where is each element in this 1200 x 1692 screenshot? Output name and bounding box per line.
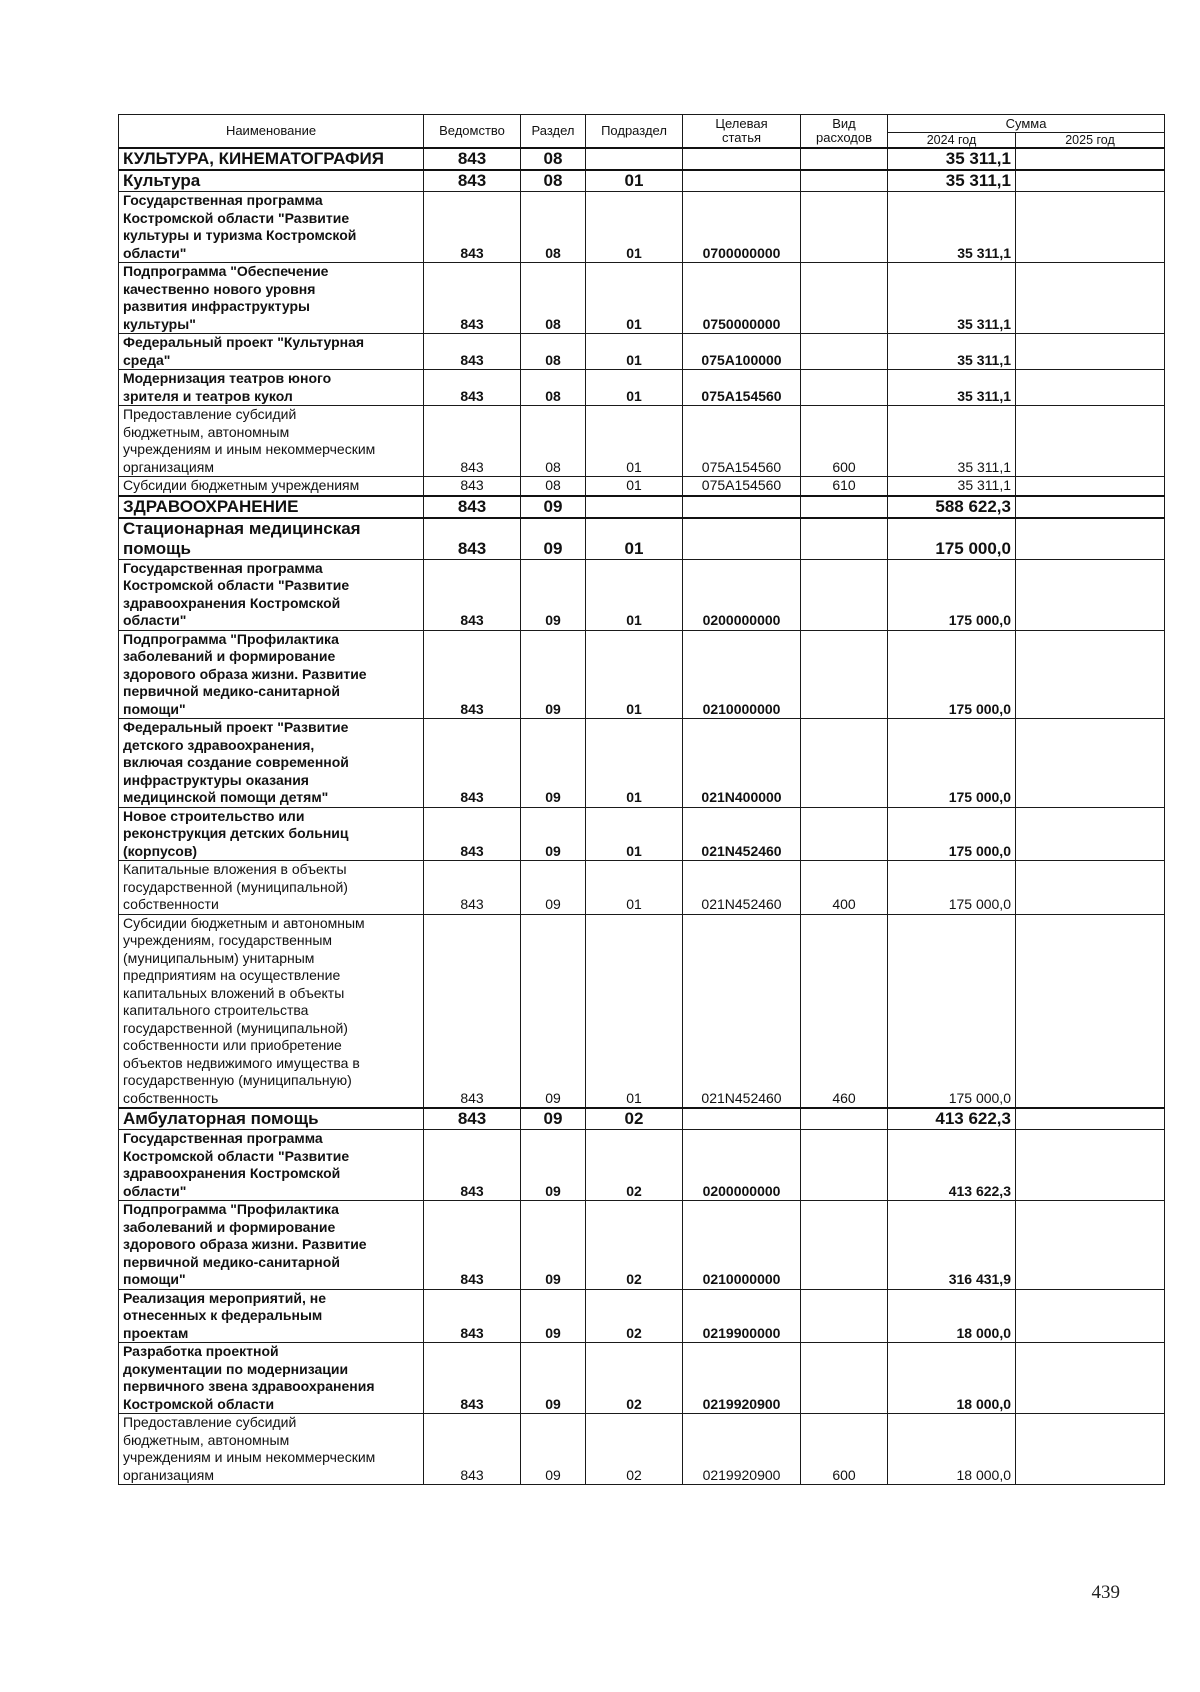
row-amount-2025 (1016, 807, 1165, 861)
row-target-item: 0219900000 (683, 1289, 801, 1343)
row-subsection: 01 (586, 807, 683, 861)
row-subsection: 01 (586, 192, 683, 263)
row-agency: 843 (424, 861, 521, 915)
row-amount-2024: 35 311,1 (888, 148, 1016, 170)
row-subsection: 02 (586, 1343, 683, 1414)
row-subsection: 01 (586, 477, 683, 496)
table-row (119, 861, 1165, 915)
header-target-item: Целевая статья (683, 115, 801, 149)
row-name: ЗДРАВООХРАНЕНИЕ (119, 496, 424, 518)
table-body (119, 148, 1165, 1485)
row-section: 08 (521, 263, 586, 334)
row-target-item: 0210000000 (683, 1201, 801, 1290)
table-row (119, 477, 1165, 496)
table-row (119, 406, 1165, 477)
row-amount-2025 (1016, 559, 1165, 630)
row-amount-2024: 175 000,0 (888, 518, 1016, 560)
row-target-item (683, 148, 801, 170)
row-target-item (683, 518, 801, 560)
row-amount-2024: 35 311,1 (888, 192, 1016, 263)
row-amount-2025 (1016, 719, 1165, 808)
row-agency: 843 (424, 192, 521, 263)
table-row (119, 559, 1165, 630)
row-amount-2025 (1016, 1289, 1165, 1343)
row-amount-2024: 175 000,0 (888, 630, 1016, 719)
row-expense-type (801, 192, 888, 263)
row-subsection: 01 (586, 719, 683, 808)
row-amount-2025 (1016, 263, 1165, 334)
table-row (119, 496, 1165, 518)
row-name: Субсидии бюджетным и автономным учреждениям, государственным (муниципальным) унитарным предприятиям на осуществление капитальных вложений в объекты капитального строительства государственной (муниципальной) собственности или приобретение объектов недвижимого имущества в государственную (муниципальную) собственность (119, 914, 424, 1108)
row-expense-type: 600 (801, 1414, 888, 1485)
row-expense-type (801, 807, 888, 861)
row-target-item: 075A154560 (683, 477, 801, 496)
row-expense-type: 600 (801, 406, 888, 477)
row-expense-type (801, 1130, 888, 1201)
row-name: Капитальные вложения в объекты государственной (муниципальной) собственности (119, 861, 424, 915)
row-agency: 843 (424, 1289, 521, 1343)
row-target-item: 0700000000 (683, 192, 801, 263)
table-row (119, 914, 1165, 1108)
table-row (119, 719, 1165, 808)
row-target-item: 075A154560 (683, 370, 801, 406)
table-row (119, 334, 1165, 370)
row-target-item: 0210000000 (683, 630, 801, 719)
row-expense-type (801, 1289, 888, 1343)
row-section: 09 (521, 1108, 586, 1130)
row-target-item (683, 496, 801, 518)
row-amount-2024: 175 000,0 (888, 914, 1016, 1108)
row-section: 09 (521, 1289, 586, 1343)
table-row (119, 1130, 1165, 1201)
row-agency: 843 (424, 1108, 521, 1130)
row-agency: 843 (424, 370, 521, 406)
row-section: 08 (521, 334, 586, 370)
row-amount-2025 (1016, 496, 1165, 518)
row-name: Федеральный проект "Развитие детского здравоохранения, включая создание современной инфраструктуры оказания медицинской помощи детям" (119, 719, 424, 808)
row-section: 08 (521, 170, 586, 192)
row-expense-type: 460 (801, 914, 888, 1108)
row-agency: 843 (424, 630, 521, 719)
row-amount-2025 (1016, 1201, 1165, 1290)
table-row (119, 1343, 1165, 1414)
row-target-item: 021N452460 (683, 861, 801, 915)
row-agency: 843 (424, 334, 521, 370)
row-amount-2024: 175 000,0 (888, 861, 1016, 915)
table-row (119, 1414, 1165, 1485)
row-amount-2025 (1016, 406, 1165, 477)
row-subsection: 01 (586, 263, 683, 334)
row-agency: 843 (424, 807, 521, 861)
row-section: 08 (521, 370, 586, 406)
row-expense-type: 610 (801, 477, 888, 496)
row-expense-type (801, 719, 888, 808)
table-row (119, 370, 1165, 406)
row-expense-type (801, 370, 888, 406)
row-name: Предоставление субсидий бюджетным, автономным учреждениям и иным некоммерческим организациям (119, 406, 424, 477)
row-name: КУЛЬТУРА, КИНЕМАТОГРАФИЯ (119, 148, 424, 170)
table-row (119, 1201, 1165, 1290)
row-subsection: 01 (586, 559, 683, 630)
row-name: Новое строительство или реконструкция детских больниц (корпусов) (119, 807, 424, 861)
row-amount-2025 (1016, 477, 1165, 496)
row-expense-type (801, 263, 888, 334)
row-amount-2025 (1016, 1414, 1165, 1485)
table-row (119, 263, 1165, 334)
header-sum: Сумма (888, 115, 1165, 133)
row-amount-2025 (1016, 861, 1165, 915)
row-target-item (683, 1108, 801, 1130)
row-subsection: 01 (586, 170, 683, 192)
row-amount-2025 (1016, 192, 1165, 263)
row-agency: 843 (424, 1414, 521, 1485)
row-expense-type (801, 148, 888, 170)
row-name: Стационарная медицинская помощь (119, 518, 424, 560)
table-row (119, 807, 1165, 861)
row-section: 09 (521, 630, 586, 719)
row-expense-type: 400 (801, 861, 888, 915)
row-section: 09 (521, 496, 586, 518)
table-row (119, 148, 1165, 170)
row-agency: 843 (424, 263, 521, 334)
row-agency: 843 (424, 518, 521, 560)
row-section: 08 (521, 192, 586, 263)
row-target-item: 075A154560 (683, 406, 801, 477)
table-row (119, 518, 1165, 560)
row-agency: 843 (424, 170, 521, 192)
row-section: 08 (521, 406, 586, 477)
row-target-item: 0200000000 (683, 559, 801, 630)
row-name: Предоставление субсидий бюджетным, автономным учреждениям и иным некоммерческим организациям (119, 1414, 424, 1485)
row-subsection: 01 (586, 334, 683, 370)
row-target-item: 0219920900 (683, 1414, 801, 1485)
row-subsection (586, 148, 683, 170)
row-amount-2025 (1016, 914, 1165, 1108)
row-amount-2024: 175 000,0 (888, 807, 1016, 861)
row-subsection: 01 (586, 370, 683, 406)
row-name: Реализация мероприятий, не отнесенных к федеральным проектам (119, 1289, 424, 1343)
header-agency: Ведомство (424, 115, 521, 149)
row-expense-type (801, 334, 888, 370)
row-amount-2024: 18 000,0 (888, 1343, 1016, 1414)
row-amount-2024: 175 000,0 (888, 719, 1016, 808)
row-target-item: 075A100000 (683, 334, 801, 370)
table-row (119, 630, 1165, 719)
row-name: Амбулаторная помощь (119, 1108, 424, 1130)
header-expense-type: Вид расходов (801, 115, 888, 149)
row-expense-type (801, 630, 888, 719)
row-amount-2024: 413 622,3 (888, 1130, 1016, 1201)
row-expense-type (801, 496, 888, 518)
row-name: Подпрограмма "Профилактика заболеваний и формирование здорового образа жизни. Развитие первичной медико-санитарной помощи" (119, 630, 424, 719)
row-agency: 843 (424, 406, 521, 477)
row-section: 09 (521, 1130, 586, 1201)
row-amount-2024: 35 311,1 (888, 477, 1016, 496)
row-expense-type (801, 1201, 888, 1290)
header-year-2024: 2024 год (888, 133, 1016, 149)
row-name: Государственная программа Костромской области "Развитие здравоохранения Костромской области" (119, 559, 424, 630)
row-expense-type (801, 518, 888, 560)
row-amount-2025 (1016, 148, 1165, 170)
row-amount-2025 (1016, 518, 1165, 560)
row-agency: 843 (424, 148, 521, 170)
row-subsection: 01 (586, 861, 683, 915)
table-row (119, 192, 1165, 263)
header-year-2025: 2025 год (1016, 133, 1165, 149)
row-section: 09 (521, 1414, 586, 1485)
row-section: 08 (521, 148, 586, 170)
row-amount-2024: 35 311,1 (888, 334, 1016, 370)
row-agency: 843 (424, 914, 521, 1108)
row-name: Государственная программа Костромской области "Развитие здравоохранения Костромской области" (119, 1130, 424, 1201)
row-agency: 843 (424, 719, 521, 808)
row-amount-2024: 35 311,1 (888, 370, 1016, 406)
row-amount-2025 (1016, 334, 1165, 370)
header-section: Раздел (521, 115, 586, 149)
row-amount-2025 (1016, 630, 1165, 719)
row-name: Культура (119, 170, 424, 192)
row-target-item: 021N452460 (683, 914, 801, 1108)
table-row (119, 1289, 1165, 1343)
row-subsection (586, 496, 683, 518)
row-name: Подпрограмма "Профилактика заболеваний и формирование здорового образа жизни. Развитие первичной медико-санитарной помощи" (119, 1201, 424, 1290)
row-amount-2025 (1016, 1343, 1165, 1414)
row-target-item: 0200000000 (683, 1130, 801, 1201)
row-agency: 843 (424, 1343, 521, 1414)
row-amount-2024: 18 000,0 (888, 1414, 1016, 1485)
row-subsection: 01 (586, 914, 683, 1108)
row-name: Государственная программа Костромской области "Развитие культуры и туризма Костромской области" (119, 192, 424, 263)
row-amount-2024: 588 622,3 (888, 496, 1016, 518)
budget-table (118, 114, 1165, 1485)
row-name: Модернизация театров юного зрителя и театров кукол (119, 370, 424, 406)
header-name: Наименование (119, 115, 424, 149)
row-subsection: 02 (586, 1201, 683, 1290)
row-name: Субсидии бюджетным учреждениям (119, 477, 424, 496)
table-row (119, 1108, 1165, 1130)
page-number: 439 (1091, 1582, 1120, 1603)
row-target-item: 021N452460 (683, 807, 801, 861)
row-expense-type (801, 1343, 888, 1414)
row-expense-type (801, 1108, 888, 1130)
row-section: 08 (521, 477, 586, 496)
table-row (119, 170, 1165, 192)
row-subsection: 02 (586, 1108, 683, 1130)
row-section: 09 (521, 518, 586, 560)
row-amount-2024: 175 000,0 (888, 559, 1016, 630)
row-amount-2025 (1016, 170, 1165, 192)
row-target-item: 0219920900 (683, 1343, 801, 1414)
row-section: 09 (521, 1201, 586, 1290)
row-name: Подпрограмма "Обеспечение качественно нового уровня развития инфраструктуры культуры" (119, 263, 424, 334)
row-amount-2025 (1016, 1130, 1165, 1201)
table-header (119, 115, 1165, 149)
row-agency: 843 (424, 496, 521, 518)
row-section: 09 (521, 807, 586, 861)
row-target-item (683, 170, 801, 192)
row-target-item: 0750000000 (683, 263, 801, 334)
row-section: 09 (521, 861, 586, 915)
row-agency: 843 (424, 1201, 521, 1290)
row-section: 09 (521, 719, 586, 808)
row-subsection: 02 (586, 1130, 683, 1201)
row-amount-2024: 18 000,0 (888, 1289, 1016, 1343)
row-subsection: 01 (586, 630, 683, 719)
row-subsection: 01 (586, 518, 683, 560)
row-section: 09 (521, 1343, 586, 1414)
row-amount-2025 (1016, 370, 1165, 406)
row-amount-2024: 35 311,1 (888, 170, 1016, 192)
row-agency: 843 (424, 559, 521, 630)
row-expense-type (801, 559, 888, 630)
row-expense-type (801, 170, 888, 192)
row-subsection: 01 (586, 406, 683, 477)
row-section: 09 (521, 914, 586, 1108)
row-amount-2025 (1016, 1108, 1165, 1130)
row-name: Федеральный проект "Культурная среда" (119, 334, 424, 370)
row-section: 09 (521, 559, 586, 630)
row-amount-2024: 316 431,9 (888, 1201, 1016, 1290)
row-amount-2024: 35 311,1 (888, 406, 1016, 477)
row-amount-2024: 413 622,3 (888, 1108, 1016, 1130)
row-agency: 843 (424, 1130, 521, 1201)
row-name: Разработка проектной документации по модернизации первичного звена здравоохранения Костромской области (119, 1343, 424, 1414)
row-subsection: 02 (586, 1414, 683, 1485)
header-subsection: Подраздел (586, 115, 683, 149)
row-amount-2024: 35 311,1 (888, 263, 1016, 334)
row-target-item: 021N400000 (683, 719, 801, 808)
row-subsection: 02 (586, 1289, 683, 1343)
row-agency: 843 (424, 477, 521, 496)
